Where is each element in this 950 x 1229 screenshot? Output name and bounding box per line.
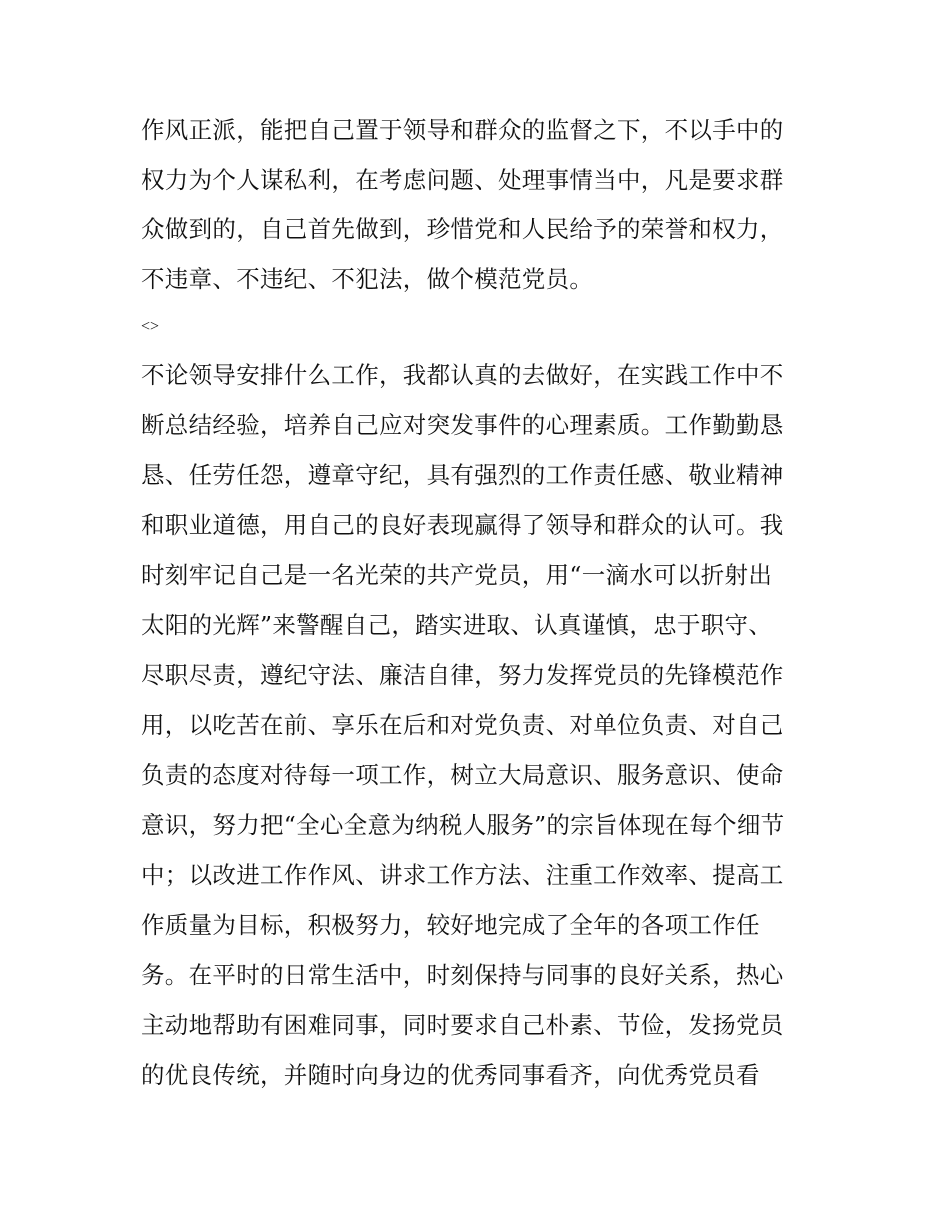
paragraph-2-line: 恳、任劳任怨，遵章守纪，具有强烈的工作责任感、敬业精神 [141,461,784,489]
paragraph-2-line: 主动地帮助有困难同事，同时要求自己朴素、节俭，发扬党员 [141,1011,784,1039]
paragraph-1-line: 权力为个人谋私利，在考虑问题、处理事情当中，凡是要求群 [141,166,784,194]
section-separator: <> [141,318,160,335]
paragraph-2-line: 和职业道德，用自己的良好表现赢得了领导和群众的认可。我 [141,511,784,539]
paragraph-2-line: 用，以吃苦在前、享乐在后和对党负责、对单位负责、对自己 [141,711,784,739]
paragraph-2-line: 的优良传统，并随时向身边的优秀同事看齐，向优秀党员看 [141,1061,760,1089]
paragraph-2-line: 意识，努力把“全心全意为纳税人服务”的宗旨体现在每个细节 [141,811,785,839]
paragraph-2-line: 负责的态度对待每一项工作，树立大局意识、服务意识、使命 [141,761,784,789]
paragraph-2-line: 断总结经验，培养自己应对突发事件的心理素质。工作勤勤恳 [141,411,784,439]
paragraph-2-line: 不论领导安排什么工作，我都认真的去做好，在实践工作中不 [141,361,784,389]
paragraph-2-line: 作质量为目标，积极努力，较好地完成了全年的各项工作任 [141,911,760,939]
paragraph-2-line: 时刻牢记自己是一名光荣的共产党员，用“一滴水可以折射出 [141,561,773,589]
paragraph-2-line: 太阳的光辉”来警醒自己，踏实进取、认真谨慎，忠于职守、 [141,611,773,639]
paragraph-1-line: 不违章、不违纪、不犯法，做个模范党员。 [141,265,594,293]
paragraph-2-line: 务。在平时的日常生活中，时刻保持与同事的良好关系，热心 [141,961,784,989]
paragraph-1-line: 众做到的，自己首先做到，珍惜党和人民给予的荣誉和权力， [141,215,784,243]
paragraph-2-line: 中；以改进工作作风、讲求工作方法、注重工作效率、提高工 [141,861,784,889]
paragraph-2-line: 尽职尽责，遵纪守法、廉洁自律，努力发挥党员的先锋模范作 [141,661,784,689]
paragraph-1-line: 作风正派，能把自己置于领导和群众的监督之下，不以手中的 [141,116,784,144]
